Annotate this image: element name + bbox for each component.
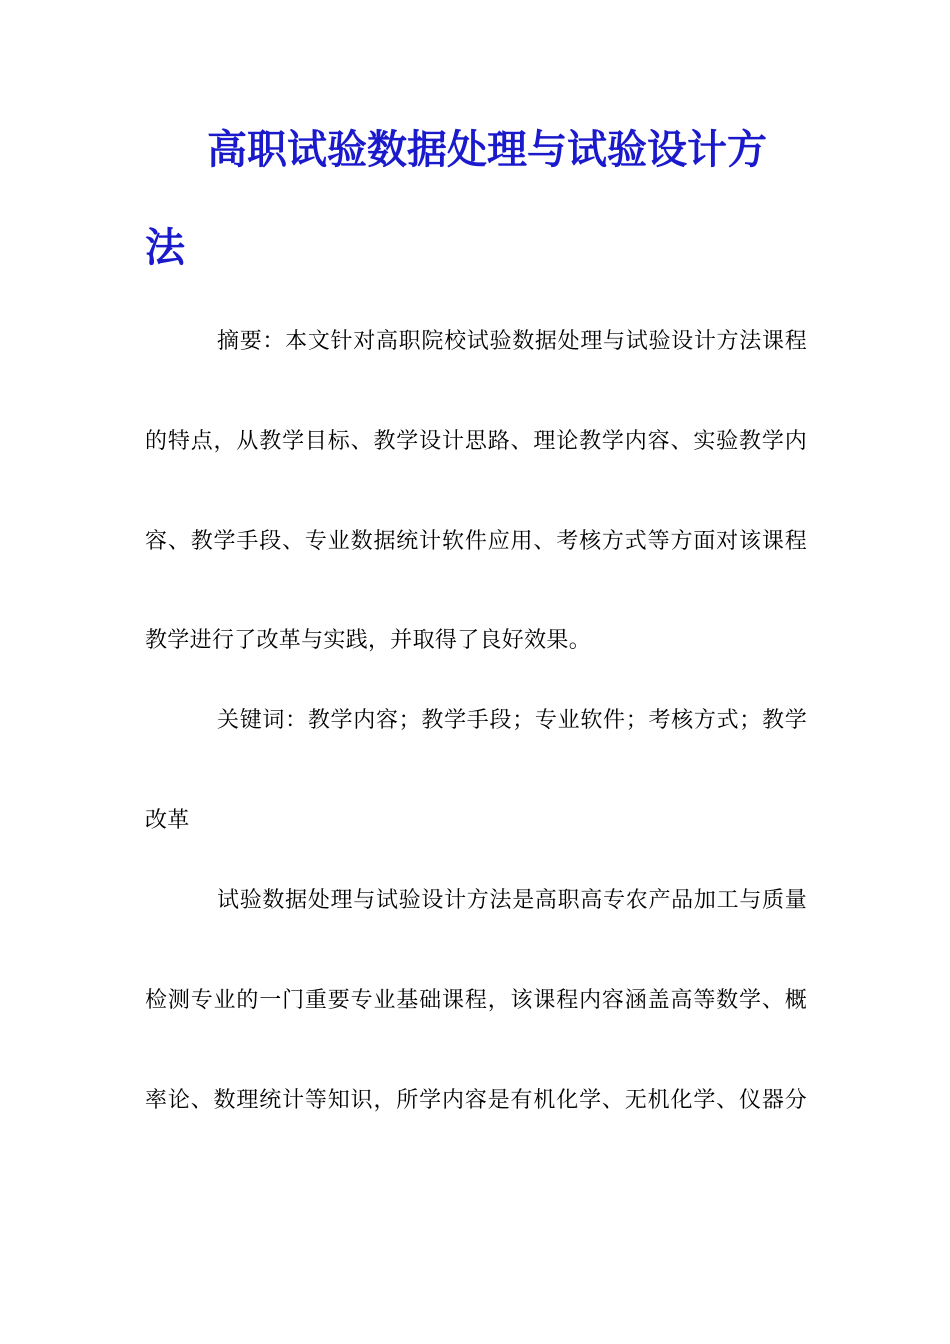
body-line-1: 试验数据处理与试验设计方法是高职高专农产品加工与质量 <box>217 888 807 913</box>
keywords-line-2: 改革 <box>145 808 190 833</box>
abstract-line-4: 教学进行了改革与实践，并取得了良好效果。 <box>145 628 592 653</box>
body-line-2: 检测专业的一门重要专业基础课程，该课程内容涵盖高等数学、概 <box>145 988 807 1013</box>
abstract-line-2: 的特点，从教学目标、教学设计思路、理论教学内容、实验教学内 <box>145 429 807 454</box>
abstract-line-3: 容、教学手段、专业数据统计软件应用、考核方式等方面对该课程 <box>145 529 807 554</box>
keywords-line-1: 关键词：教学内容；教学手段；专业软件；考核方式；教学 <box>217 708 807 733</box>
body-line-3: 率论、数理统计等知识，所学内容是有机化学、无机化学、仪器分 <box>145 1088 807 1113</box>
title-line-1: 高职试验数据处理与试验设计方 <box>207 126 767 173</box>
title-line-2: 法 <box>145 224 185 271</box>
abstract-line-1: 摘要：本文针对高职院校试验数据处理与试验设计方法课程 <box>217 329 807 354</box>
